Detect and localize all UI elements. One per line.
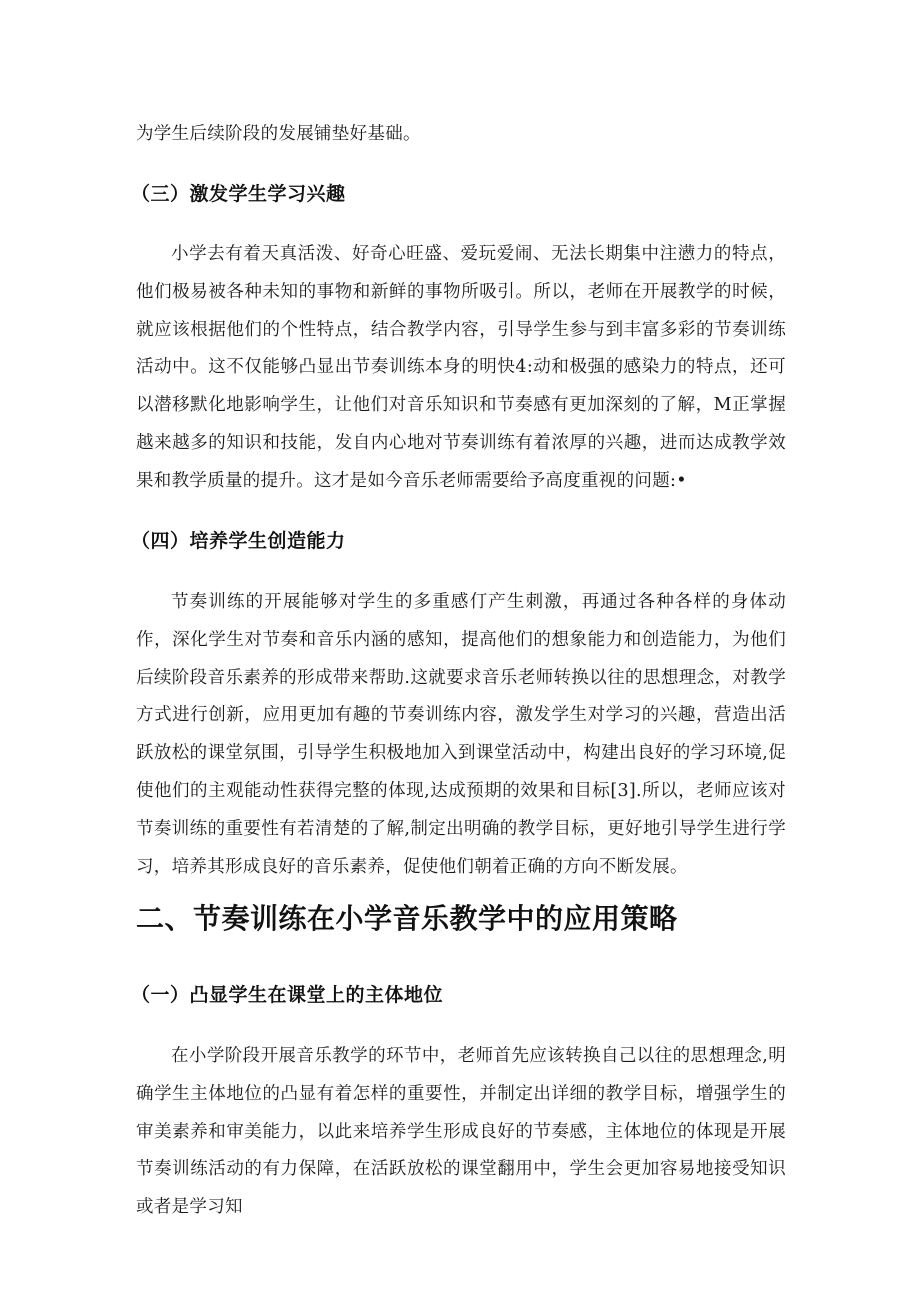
paragraph-continuation: 为学生后续阶段的发展铺垫好基础。 — [136, 124, 421, 144]
paragraph-section-3: 小学去有着天真活泼、好奇心旺盛、爱玩爱闹、无法长期集中注懑力的特点，他们极易被各种未知的事物和新鲜的事物所吸引。所以，老师在开展教学的时候，就应该根据他们的个性特点，结合教学内容，引导学生参与到丰富多彩的节奏训练活动中。这不仅能够凸显出节奏训练本身的明快4:动和极强的感染力的特点，还可以潜移默化地影响学生，让他们对音乐知识和节奏感有更加深刻的了解，M正掌握越来越多的知识和技能，发自内心地对节奏训练有着浓厚的兴趣，进而达成教学效果和教学质量的提升。这才是如今音乐老师需要给予高度重视的问题:• — [136, 244, 786, 491]
paragraph-section-1: 在小学阶段开展音乐教学的环节中，老师首先应该转换自己以往的思想理念,明确学生主体地位的凸显有着怎样的重要性，并制定出详细的教学目标，增强学生的审美素养和审美能力，以此来培养学生形成良好的节奏感，主体地位的体现是开展节奏训练活动的有力保障，在活跃放松的课堂翻用中，学生会更加容易地接受知识或者是学习知 — [136, 1046, 786, 1218]
section-heading-4: （四）培养学生创造能力 — [131, 530, 346, 552]
chapter-heading: 二、节奏训练在小学音乐教学中的应用策略 — [136, 902, 678, 935]
section-heading-3: （三）激发学生学习兴趣 — [131, 183, 346, 205]
section-heading-1: （一）凸显学生在课堂上的主体地位 — [131, 984, 444, 1006]
paragraph-section-4: 节奏训练的开展能够对学生的多重感仃产生刺激，再通过各种各样的身体动作，深化学生对节奏和音乐内涵的感知，提高他们的想象能力和创造能力，为他们后续阶段音乐素养的形成带来帮助.这就要求音乐老师转换以往的思想理念，对教学方式进行创新，应用更加有趣的节奏训练内容，激发学生对学习的兴趣，营造出活跃放松的课堂氛围，引导学生积极地加入到课堂活动中，构建出良好的学习环境,促使他们的主观能动性获得完整的体现,达成预期的效果和目标[3].所以，老师应该对节奏训练的重要性有若清楚的了解,制定出明确的教学目标，更好地引导学生进行学习，培养其形成良好的音乐素养，促使他们朝着正确的方向不断发展。 — [136, 592, 786, 877]
